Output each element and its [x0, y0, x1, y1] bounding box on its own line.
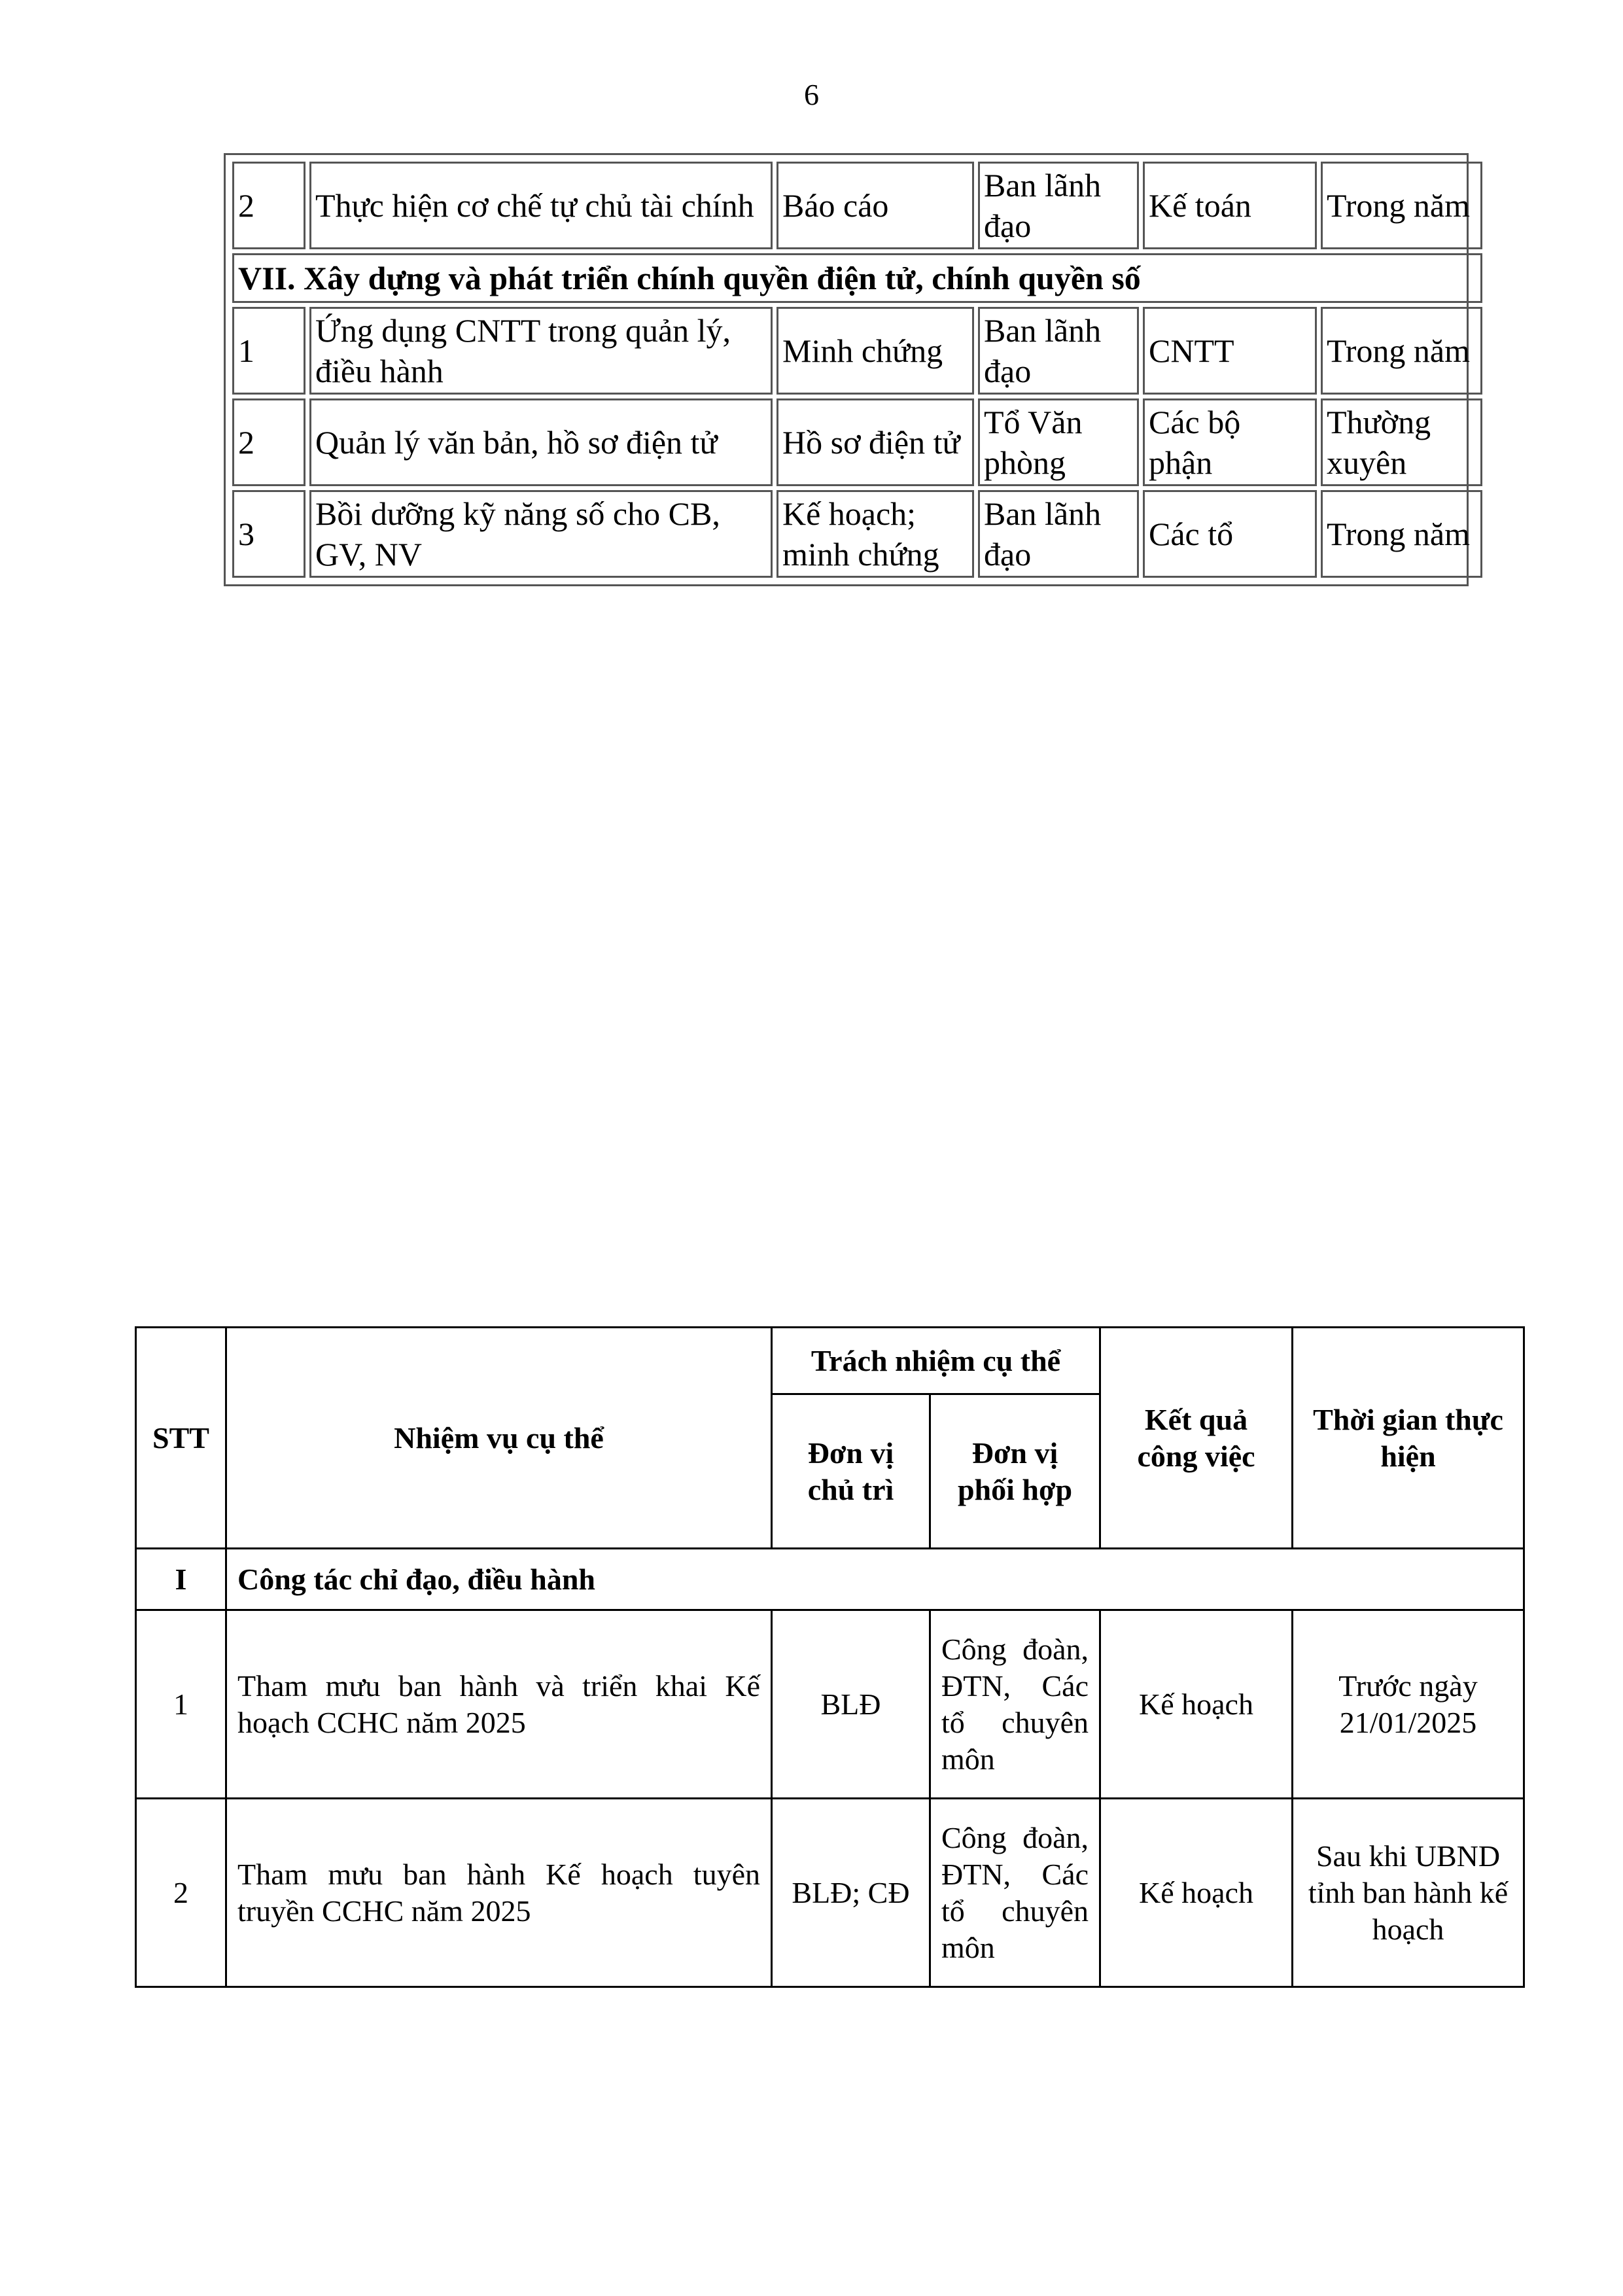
cell-product: Báo cáo — [777, 162, 974, 249]
cell-time: Sau khi UBND tỉnh ban hành kế hoạch — [1293, 1799, 1524, 1987]
section-title: VII. Xây dựng và phát triển chính quyền điện tử, chính quyền số — [232, 253, 1482, 303]
cell-time: Trong năm — [1321, 490, 1482, 578]
cell-stt: 2 — [232, 398, 305, 486]
cell-coop-unit: Công đoàn, ĐTN, Các tổ chuyên môn — [930, 1610, 1100, 1799]
cell-product: Minh chứng — [777, 307, 974, 395]
cell-product: Kế hoạch; minh chứng — [777, 490, 974, 578]
table-row — [232, 307, 1482, 395]
cell-lead-unit: BLĐ — [772, 1610, 930, 1799]
cell-task: Ứng dụng CNTT trong quản lý, điều hành — [309, 307, 773, 395]
header-row — [136, 1328, 1524, 1394]
cell-stt: 2 — [136, 1799, 226, 1987]
header-time: Thời gian thực hiện — [1293, 1328, 1524, 1549]
section-title: Công tác chỉ đạo, điều hành — [226, 1549, 1524, 1610]
cell-coop-unit: Công đoàn, ĐTN, Các tổ chuyên môn — [930, 1799, 1100, 1987]
header-result: Kết quả công việc — [1100, 1328, 1293, 1549]
cell-task: Bồi dưỡng kỹ năng số cho CB, GV, NV — [309, 490, 773, 578]
cell-lead: Ban lãnh đạo — [978, 162, 1139, 249]
cell-stt: 3 — [232, 490, 305, 578]
cell-result: Kế hoạch — [1100, 1610, 1293, 1799]
cell-lead: Ban lãnh đạo — [978, 307, 1139, 395]
table-row — [232, 490, 1482, 578]
cell-time: Trước ngày 21/01/2025 — [1293, 1610, 1524, 1799]
cell-time: Thường xuyên — [1321, 398, 1482, 486]
header-stt: STT — [136, 1328, 226, 1549]
page-number: 6 — [804, 78, 819, 111]
plan-table-continued — [224, 153, 1469, 586]
cell-lead: Tổ Văn phòng — [978, 398, 1139, 486]
cell-coop: CNTT — [1143, 307, 1317, 395]
header-task: Nhiệm vụ cụ thể — [226, 1328, 772, 1549]
cell-time: Trong năm — [1321, 307, 1482, 395]
cell-coop: Các bộ phận — [1143, 398, 1317, 486]
cell-stt: 1 — [232, 307, 305, 395]
table-row — [136, 1799, 1524, 1987]
cell-coop: Kế toán — [1143, 162, 1317, 249]
cell-lead: Ban lãnh đạo — [978, 490, 1139, 578]
cell-result: Kế hoạch — [1100, 1799, 1293, 1987]
header-lead-unit: Đơn vị chủ trì — [772, 1394, 930, 1549]
cell-stt: 2 — [232, 162, 305, 249]
cchc-task-table — [135, 1326, 1525, 1988]
cell-stt: 1 — [136, 1610, 226, 1799]
section-number: I — [136, 1549, 226, 1610]
cell-lead-unit: BLĐ; CĐ — [772, 1799, 930, 1987]
cell-time: Trong năm — [1321, 162, 1482, 249]
table-row — [136, 1610, 1524, 1799]
cell-task: Tham mưu ban hành Kế hoạch tuyên truyền CCHC năm 2025 — [226, 1799, 772, 1987]
cell-task: Quản lý văn bản, hồ sơ điện tử — [309, 398, 773, 486]
header-responsibility: Trách nhiệm cụ thể — [772, 1328, 1100, 1394]
table-row — [232, 162, 1482, 249]
table-row — [232, 398, 1482, 486]
header-coop-unit: Đơn vị phối hợp — [930, 1394, 1100, 1549]
cell-task: Tham mưu ban hành và triển khai Kế hoạch CCHC năm 2025 — [226, 1610, 772, 1799]
section-row — [232, 253, 1482, 303]
cell-task: Thực hiện cơ chế tự chủ tài chính — [309, 162, 773, 249]
cell-product: Hồ sơ điện tử — [777, 398, 974, 486]
cell-coop: Các tổ — [1143, 490, 1317, 578]
section-row — [136, 1549, 1524, 1610]
